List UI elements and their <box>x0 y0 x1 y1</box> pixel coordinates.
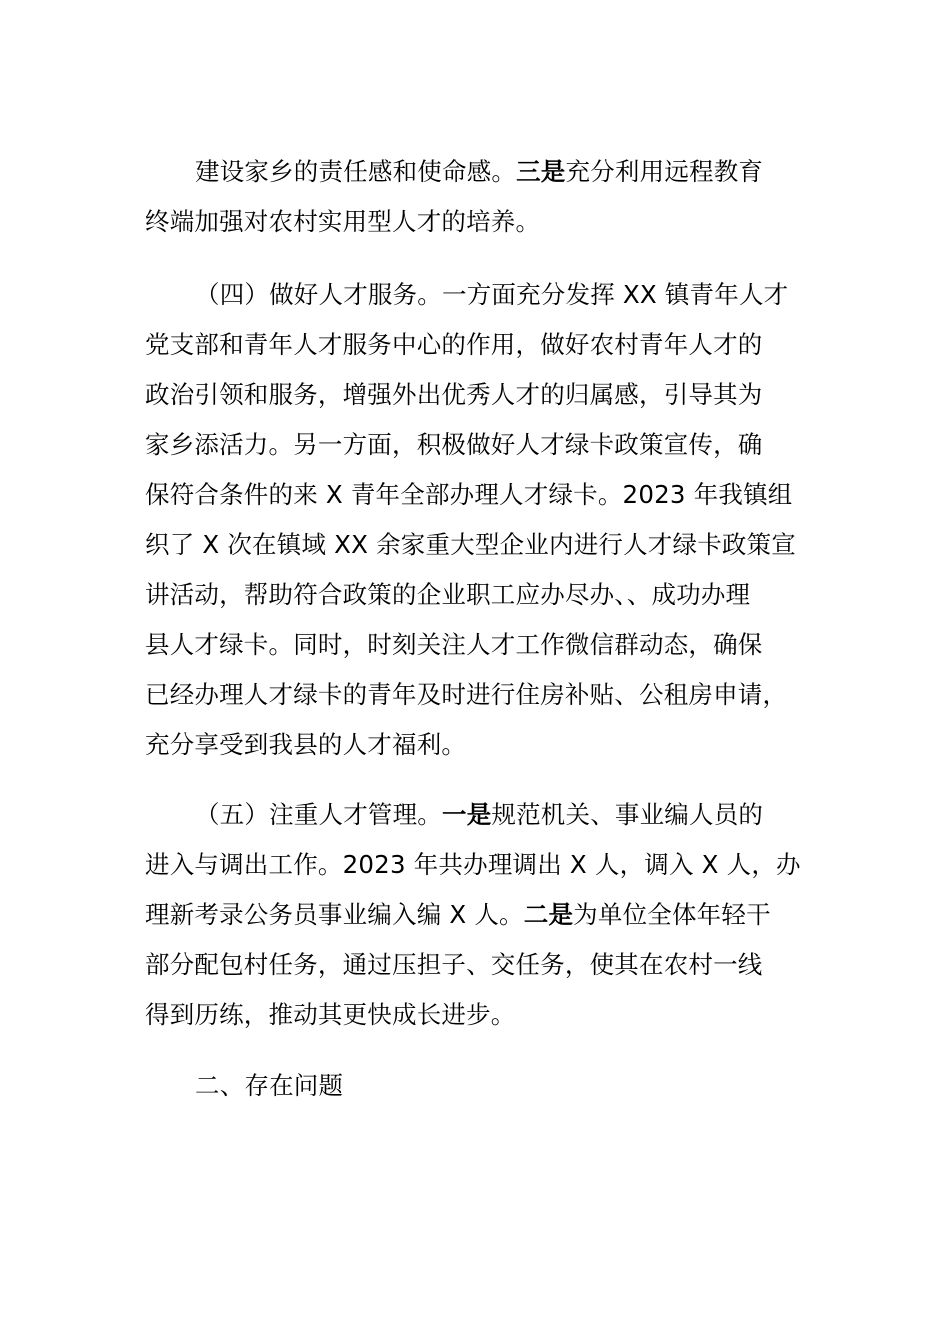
paragraph-3-line-1 <box>145 790 810 840</box>
paragraph-3 <box>145 790 810 1040</box>
paragraph-3-line-4: 部分配包村任务，通过压担子、交任务，使其在农村一线 <box>145 950 763 979</box>
paragraph-3-line-5: 得到历练，推动其更快成长进步。 <box>145 1000 516 1029</box>
paragraph-2-line: 保符合条件的来 X 青年全部办理人才绿卡。2023 年我镇组 <box>145 480 793 509</box>
text-segment: 理新考录公务员事业编入编 X 人。 <box>145 900 524 929</box>
text-segment: 建设家乡的责任感和使命感。 <box>195 157 517 186</box>
paragraph-2-line: 已经办理人才绿卡的青年及时进行住房补贴、公租房申请， <box>145 680 788 709</box>
paragraph-1 <box>145 147 810 247</box>
paragraph-3-line-2: 进入与调出工作。2023 年共办理调出 X 人，调入 X 人，办 <box>145 850 801 879</box>
bold-keyword: 一是 <box>442 800 492 829</box>
paragraph-2-line: 县人才绿卡。同时，时刻关注人才工作微信群动态，确保 <box>145 630 763 659</box>
paragraph-2-line: 讲活动，帮助符合政策的企业职工应办尽办、、成功办理 <box>145 580 751 609</box>
paragraph-2-line: 织了 X 次在镇域 XX 余家重大型企业内进行人才绿卡政策宣 <box>145 530 797 559</box>
text-segment: 充分利用远程教育 <box>565 157 764 186</box>
paragraph-2-line: 家乡添活力。另一方面，积极做好人才绿卡政策宣传，确 <box>145 430 763 459</box>
text-segment: 规范机关、事业编人员的 <box>491 800 764 829</box>
paragraph-2-line: （四）做好人才服务。一方面充分发挥 XX 镇青年人才 <box>195 280 789 309</box>
bold-keyword: 三是 <box>516 157 566 186</box>
text-segment: （五）注重人才管理。 <box>195 800 442 829</box>
heading-text: 二、存在问题 <box>195 1071 344 1100</box>
paragraph-2-line: 党支部和青年人才服务中心的作用，做好农村青年人才的 <box>145 330 763 359</box>
paragraph-2-line: 充分享受到我县的人才福利。 <box>145 730 467 759</box>
paragraph-2-line: 政治引领和服务，增强外出优秀人才的归属感，引导其为 <box>145 380 763 409</box>
paragraph-1-line-2: 终端加强对农村实用型人才的培养。 <box>145 207 541 236</box>
paragraph-3-line-3 <box>145 890 810 940</box>
paragraph-1-line-1 <box>145 147 810 197</box>
paragraph-2 <box>145 270 810 770</box>
section-heading <box>145 1061 810 1111</box>
bold-keyword: 二是 <box>523 900 574 929</box>
text-segment: 为单位全体年轻干 <box>573 900 771 929</box>
